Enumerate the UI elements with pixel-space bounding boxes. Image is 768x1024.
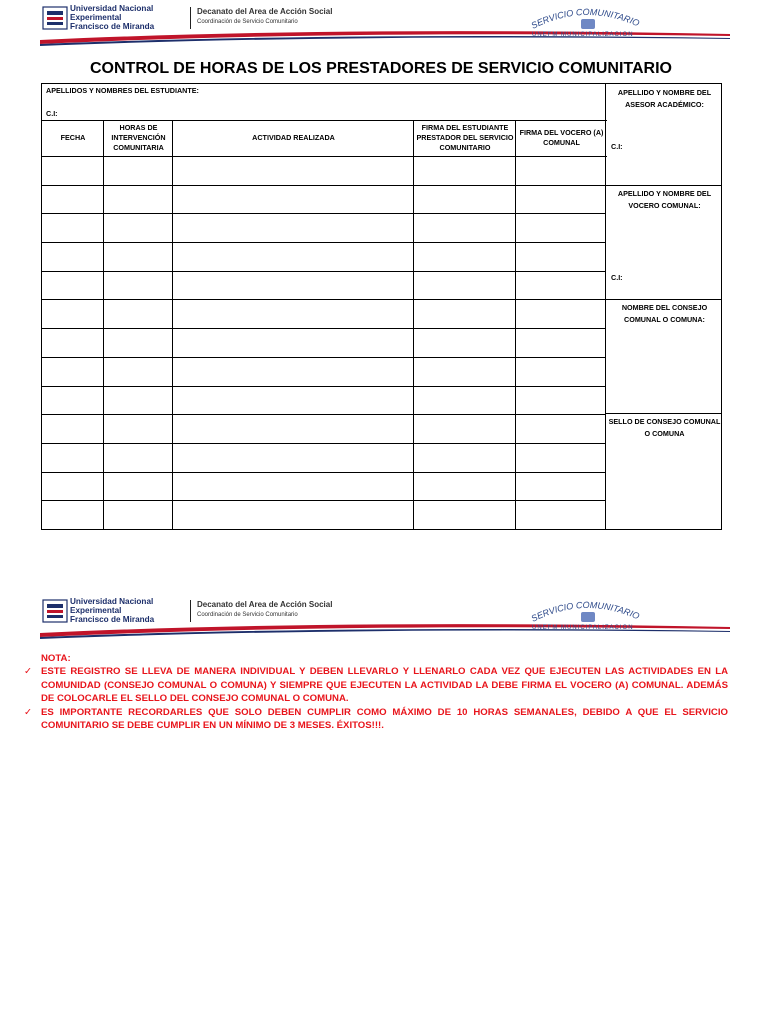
servicio-comunitario-subtitle: UNEFM MUNICIPALIZACION: [532, 32, 634, 38]
checkmark-icon: ✓: [24, 666, 33, 678]
right-panel-divider: [605, 84, 606, 529]
asesor-ci-label: C.I:: [611, 142, 623, 151]
checkmark-icon: ✓: [24, 706, 33, 718]
asesor-label: APELLIDO Y NOMBRE DEL ASESOR ACADÉMICO:: [617, 88, 712, 109]
student-ci-label: C.I:: [46, 109, 58, 118]
column-divider: [103, 120, 104, 529]
svg-text:SERVICIO COMUNITARIO: SERVICIO COMUNITARIO: [529, 599, 641, 624]
decanato-text: Decanato del Area de Acción Social Coordinación de Servicio Comunitario: [197, 599, 332, 621]
table-row-line: [42, 242, 606, 243]
servicio-comunitario-subtitle: UNEFM MUNICIPALIZACION: [532, 625, 634, 631]
table-row-line: [42, 414, 606, 415]
university-name: Universidad Nacional Experimental Francisco de Miranda: [70, 4, 155, 31]
column-divider: [172, 120, 173, 529]
consejo-cell: [607, 299, 722, 414]
vocero-ci-label: C.I:: [611, 273, 623, 282]
column-header-horas: HORAS DE INTERVENCIÓN COMUNITARIA: [111, 123, 166, 152]
sello-label: SELLO DE CONSEJO COMUNAL O COMUNA: [608, 417, 721, 438]
note-heading: NOTA:: [41, 653, 71, 664]
table-row-line: [42, 299, 606, 300]
vocero-label: APELLIDO Y NOMBRE DEL VOCERO COMUNAL:: [617, 189, 712, 210]
coordinacion-text: Coordinación de Servicio Comunitario: [197, 19, 298, 25]
table-row-line: [42, 328, 606, 329]
note-item: [24, 706, 728, 733]
table-row-line: [42, 443, 606, 444]
consejo-label: NOMBRE DEL CONSEJO COMUNAL O COMUNA:: [621, 303, 708, 324]
letterhead-top: [40, 2, 730, 50]
column-header-fecha: FECHA: [60, 133, 86, 142]
table-row-line: [42, 185, 606, 186]
svg-text:SERVICIO COMUNITARIO: SERVICIO COMUNITARIO: [529, 6, 641, 31]
servicio-comunitario-logo-icon: [525, 598, 650, 626]
table-row-line: [42, 500, 606, 501]
vocero-cell: [607, 185, 722, 300]
note-item-text: ESTE REGISTRO SE LLEVA DE MANERA INDIVIDUAL Y DEBEN LLEVARLO Y LLENARLO CADA VEZ QUE EJECUTEN LAS ACTIVIDADES EN LA COMUNIDAD (CONSEJO COMUNAL O COMUNA) Y SIEMPRE QUE EJECUTEN LA ACTIVIDAD LA DEBE FIRMA EL VOCERO (A) COMUNAL. ADEMÁS DE COLOCARLE EL SELLO DEL CONSEJO COMUNAL O COMUNA.: [41, 666, 728, 705]
letterhead-bottom: [40, 595, 730, 643]
page-title: CONTROL DE HORAS DE LOS PRESTADORES DE SERVICIO COMUNITARIO: [90, 60, 672, 77]
table-row-line: [42, 357, 606, 358]
column-header-firma-vocero: FIRMA DEL VOCERO (A) COMUNAL: [519, 128, 604, 147]
table-row-line: [42, 271, 606, 272]
table-row-line: [42, 213, 606, 214]
header-divider: [190, 7, 191, 29]
table-row-line: [42, 386, 606, 387]
coordinacion-text: Coordinación de Servicio Comunitario: [197, 612, 298, 618]
table-row-line: [42, 472, 606, 473]
header-bottom-line: [42, 156, 607, 157]
hours-control-form: [41, 83, 722, 530]
column-header-actividad: ACTIVIDAD REALIZADA: [252, 133, 335, 142]
asesor-cell: [607, 84, 722, 186]
university-name: Universidad Nacional Experimental Francisco de Miranda: [70, 597, 155, 624]
student-name-label: APELLIDOS Y NOMBRES DEL ESTUDIANTE:: [46, 86, 199, 95]
note-section: [24, 652, 728, 732]
column-divider: [413, 120, 414, 529]
servicio-comunitario-logo: [525, 598, 650, 638]
decanato-text: Decanato del Area de Acción Social Coordinación de Servicio Comunitario: [197, 6, 332, 28]
sello-cell: [607, 413, 722, 529]
header-divider: [190, 600, 191, 622]
note-item: [24, 665, 728, 705]
note-item-text: ES IMPORTANTE RECORDARLES QUE SOLO DEBEN CUMPLIR COMO MÁXIMO DE 10 HORAS SEMANALES, DEBIDO A QUE EL SERVICIO COMUNITARIO SE DEBE CUMPLIR EN UN MÍNIMO DE 3 MESES. ÉXITOS!!!.: [41, 706, 728, 732]
servicio-comunitario-logo: [525, 5, 650, 45]
servicio-comunitario-logo-icon: [525, 5, 650, 33]
column-header-firma-estudiante: FIRMA DEL ESTUDIANTE PRESTADOR DEL SERVICIO COMUNITARIO: [416, 123, 514, 152]
column-divider: [515, 120, 516, 529]
